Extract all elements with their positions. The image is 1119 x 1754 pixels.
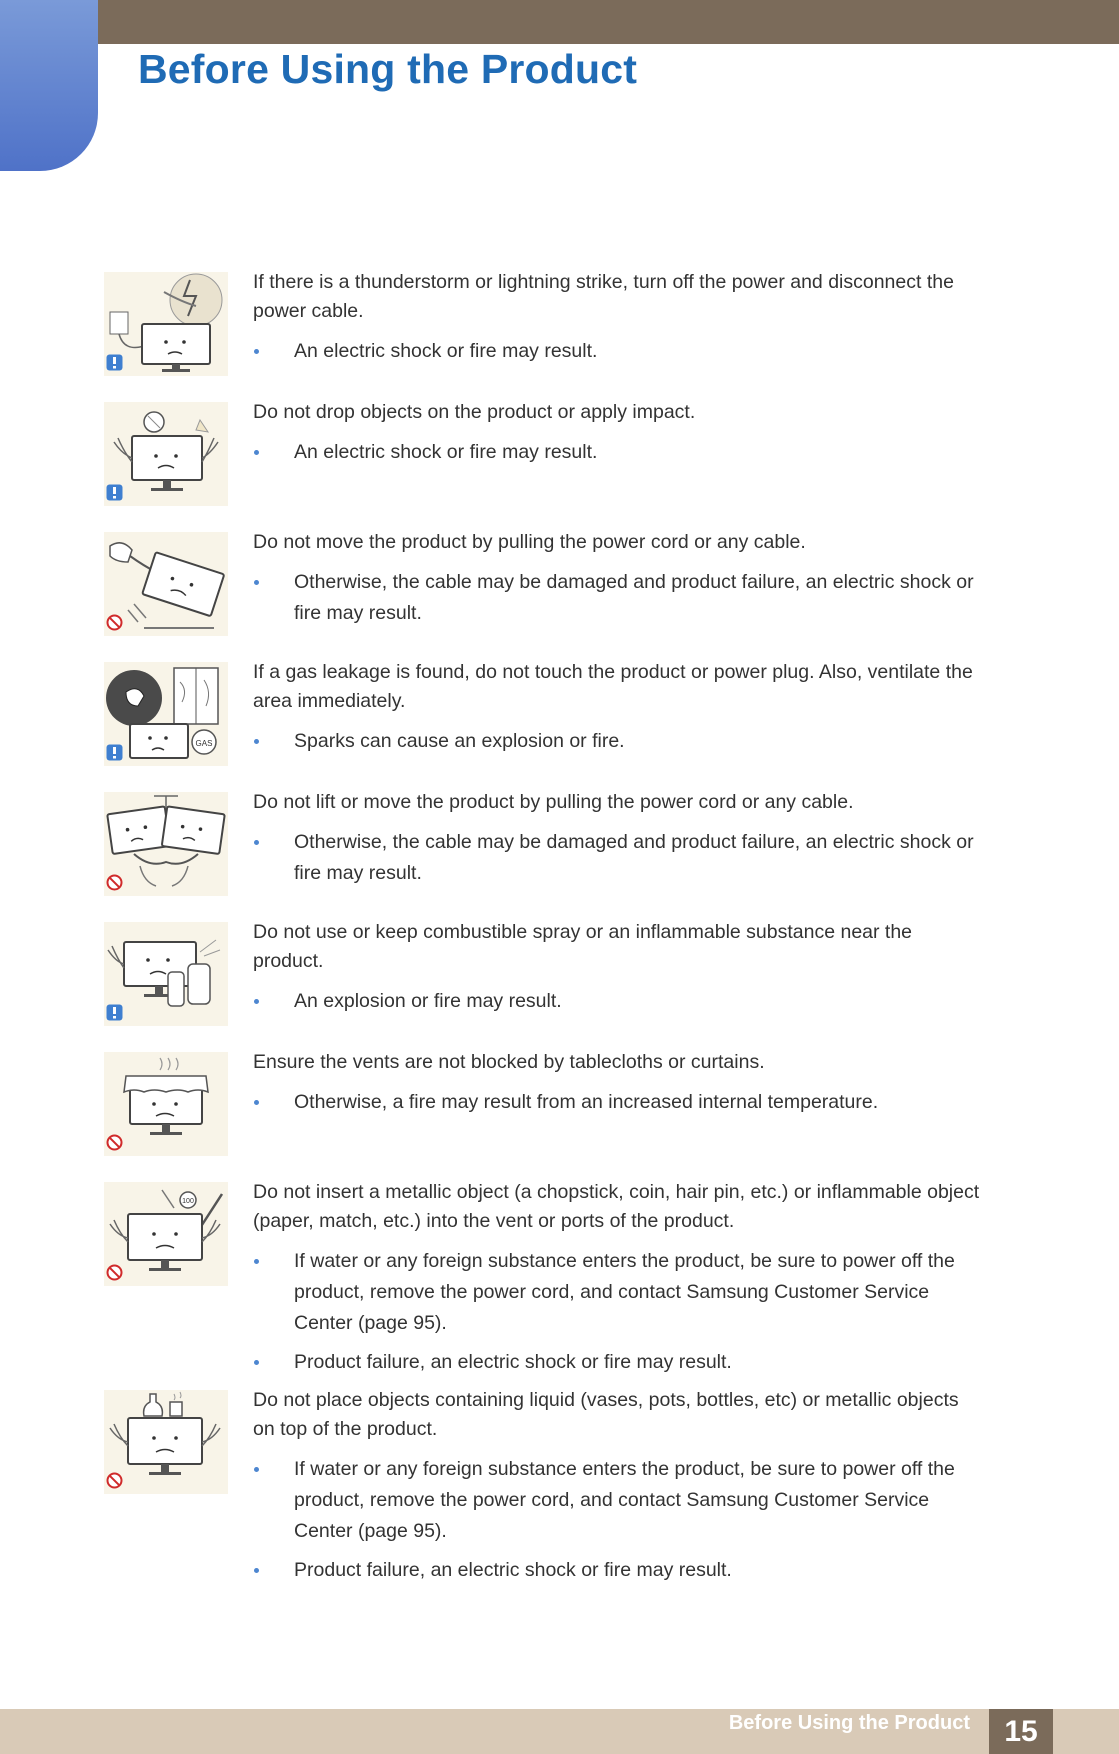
footer-section-label: Before Using the Product [728, 1712, 970, 1734]
warning-text [253, 528, 984, 629]
warning-text [253, 788, 984, 889]
coin-label: 100 [182, 1198, 194, 1205]
page-number: 15 [989, 1709, 1053, 1754]
warning-item [104, 658, 984, 762]
warning-text [253, 1178, 984, 1378]
consequence-list [253, 1087, 984, 1118]
warning-item [104, 398, 984, 502]
warning-item [104, 528, 984, 632]
consequence-text: Product failure, an electric shock or fire may result. [294, 1351, 732, 1373]
gas-label: GAS [195, 739, 213, 748]
warning-text [253, 268, 984, 367]
prohibited-icon [106, 1472, 123, 1489]
warning-text [253, 1048, 984, 1118]
consequence-list [253, 827, 984, 889]
header-bar [0, 0, 1119, 44]
consequence-text: If water or any foreign substance enters the product, be sure to power off the product, remove the power cord, and contact Samsung Customer Service Center (page 95). [294, 1458, 955, 1542]
prohibited-icon [106, 1134, 123, 1151]
consequence-item [253, 1246, 984, 1339]
bullet-icon [254, 840, 259, 845]
warning-statement: Do not place objects containing liquid (vases, pots, bottles, etc) or metallic objects on top of the product. [253, 1389, 959, 1440]
warning-item [104, 1178, 984, 1378]
bullet-icon [254, 1467, 259, 1472]
warning-statement: Do not move the product by pulling the power cord or any cable. [253, 531, 806, 553]
consequence-text: Otherwise, the cable may be damaged and product failure, an electric shock or fire may result. [294, 571, 974, 624]
bullet-icon [254, 349, 259, 354]
consequence-text: An electric shock or fire may result. [294, 441, 598, 463]
consequence-text: An explosion or fire may result. [294, 990, 562, 1012]
consequence-text: If water or any foreign substance enters the product, be sure to power off the product, remove the power cord, and contact Samsung Customer Service Center (page 95). [294, 1250, 955, 1334]
consequence-item [253, 827, 984, 889]
consequence-list [253, 336, 984, 367]
consequence-list [253, 726, 984, 757]
warning-text [253, 918, 984, 1017]
consequence-item [253, 1347, 984, 1378]
warning-statement: Ensure the vents are not blocked by tablecloths or curtains. [253, 1051, 765, 1073]
bullet-icon [254, 1100, 259, 1105]
consequence-item [253, 726, 984, 757]
consequence-item [253, 1555, 984, 1586]
warning-statement: Do not lift or move the product by pulling the power cord or any cable. [253, 791, 854, 813]
warning-list [104, 268, 984, 1594]
bullet-icon [254, 1568, 259, 1573]
warning-statement: If a gas leakage is found, do not touch the product or power plug. Also, ventilate the area immediately. [253, 661, 973, 712]
consequence-item [253, 336, 984, 367]
bullet-icon [254, 1259, 259, 1264]
caution-icon [106, 484, 123, 501]
warning-item [104, 1048, 984, 1152]
consequence-text: Otherwise, the cable may be damaged and product failure, an electric shock or fire may result. [294, 831, 974, 884]
consequence-list [253, 567, 984, 629]
warning-statement: Do not drop objects on the product or apply impact. [253, 401, 696, 423]
warning-statement: If there is a thunderstorm or lightning strike, turn off the power and disconnect the power cable. [253, 271, 954, 322]
bullet-icon [254, 450, 259, 455]
consequence-text: Otherwise, a fire may result from an increased internal temperature. [294, 1091, 879, 1113]
consequence-item [253, 1087, 984, 1118]
consequence-item [253, 986, 984, 1017]
warning-text [253, 658, 984, 757]
bullet-icon [254, 999, 259, 1004]
consequence-item [253, 437, 984, 468]
consequence-item [253, 1454, 984, 1547]
prohibited-icon [106, 874, 123, 891]
warning-statement: Do not use or keep combustible spray or an inflammable substance near the product. [253, 921, 913, 972]
consequence-text: Sparks can cause an explosion or fire. [294, 730, 625, 752]
prohibited-icon [106, 1264, 123, 1281]
warning-item [104, 918, 984, 1022]
warning-item [104, 268, 984, 372]
page-title: Before Using the Product [138, 46, 638, 92]
warning-text [253, 1386, 984, 1586]
caution-icon [106, 744, 123, 761]
consequence-list [253, 1246, 984, 1378]
consequence-text: Product failure, an electric shock or fire may result. [294, 1559, 732, 1581]
warning-statement: Do not insert a metallic object (a chopstick, coin, hair pin, etc.) or inflammable object (paper, match, etc.) into the vent or ports of the product. [253, 1181, 980, 1232]
caution-icon [106, 1004, 123, 1021]
warning-item [104, 1386, 984, 1586]
bullet-icon [254, 739, 259, 744]
consequence-text: An electric shock or fire may result. [294, 340, 598, 362]
warning-item [104, 788, 984, 892]
bullet-icon [254, 580, 259, 585]
consequence-list [253, 1454, 984, 1586]
corner-tab [0, 0, 98, 171]
prohibited-icon [106, 614, 123, 631]
caution-icon [106, 354, 123, 371]
bullet-icon [254, 1360, 259, 1365]
consequence-item [253, 567, 984, 629]
consequence-list [253, 437, 984, 468]
consequence-list [253, 986, 984, 1017]
warning-text [253, 398, 984, 468]
